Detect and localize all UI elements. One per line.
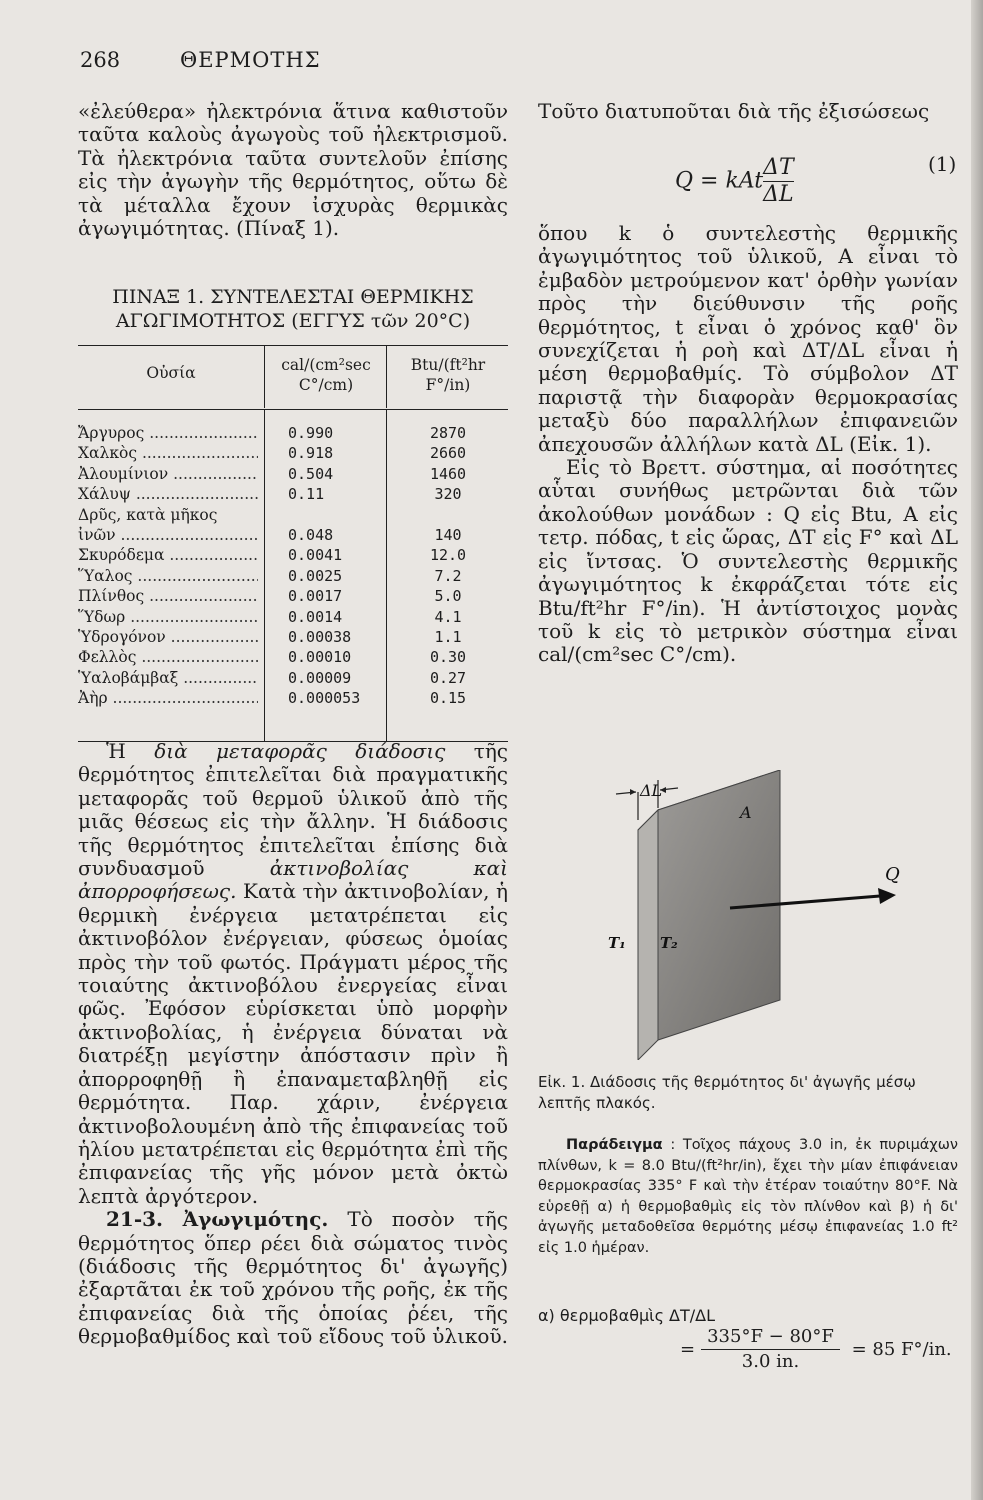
cell-btu: 1.1 [434, 628, 462, 646]
cell-cgs: 0.000053 [288, 689, 361, 708]
table-row [78, 545, 508, 565]
cell-cgs: 0.11 [288, 485, 325, 504]
table-row [78, 525, 508, 545]
table-caption-line2: ΑΓΩΓΙΜΟΤΗΤΟΣ (ΕΓΓΥΣ τῶν 20°C) [115, 310, 471, 332]
cell-substance: Σκυρόδεμα ..... [78, 545, 258, 565]
equation-intro-text: Τοῦτο διατυποῦται διὰ τῆς ἐξισώσεως [538, 99, 930, 123]
label-t2: T₂ [660, 934, 678, 952]
cell-cgs: 0.0017 [288, 587, 343, 606]
cell-btu: 320 [434, 485, 462, 504]
cell-cgs: 0.00009 [288, 668, 352, 687]
cell-cgs: 0.0025 [288, 566, 343, 585]
cell-cgs: 0.00038 [288, 628, 352, 646]
table-row [78, 484, 508, 504]
cell-btu: 1460 [429, 464, 467, 483]
radiation-term-convection: διὰ μεταφορᾶς διάδοσις [154, 739, 446, 763]
equation-1-denominator: ΔL [763, 182, 794, 207]
page-number: 268 [80, 48, 121, 72]
solution-equation: = $\frac{335^\circ F - 80^\circ F}{3.0 in.}$ = 85 F°/in. [680, 1326, 952, 1372]
cell-cgs: 0.048 [288, 526, 334, 544]
radiation-text-b: τῆς θερμότητος ἐπιτελεῖται διὰ πραγματικῆς μεταφορᾶς τοῦ θερμοῦ ὑλικοῦ ἀπὸ τῆς μιᾶς θέσεως εἰς τὴν ἄλλην. Ἡ διάδοσις τῆς θερμότητος ἐπιτελεῖται ἐπίσης διὰ συνδυασμοῦ [78, 739, 509, 881]
cell-substance: Πλίνθος ..... [78, 586, 258, 606]
figure-caption: Εἰκ. 1. Διάδοσις τῆς θερμότητος δι' ἀγωγῆς μέσῳ λεπτῆς πλακός. [538, 1073, 916, 1112]
figure-slab [590, 770, 930, 1060]
radiation-term-radiation: ἀκτινοβολίας καὶ ἀπορροφήσεως. [78, 856, 508, 904]
intro-paragraph [78, 100, 508, 240]
table-row [78, 423, 508, 443]
cell-substance: Ὑδρογόνον ..... [78, 627, 258, 647]
label-area: A [740, 803, 752, 822]
radiation-text-c: Κατὰ τὴν ἀκτινοβολίαν, ἡ θερμικὴ ἐνέργεια μετατρέπεται εἰς ἀκτινοβόλον ἐνέργειαν, φύσεως ὁμοίας πρὸς τὴν τοῦ φωτός. Πράγματι μέρος τῆς τοιαύτης ἀκτινοβόλου ἐνεργείας εἶναι φῶς. Ἐφόσον εὑρίσκεται ὑπὸ μορφὴν ἀκτινοβολίας, ἡ ἐνέργεια δύναται νὰ διατρέξῃ μεγίστην ἀπόστασιν πρὶν ἢ ἀπορροφηθῇ ἢ ἐπαναμεταβληθῇ εἰς θερμότητα. Παρ. χάριν, ἐνέργεια ἀκτινοβολουμένη ἀπὸ τῆς ἐπιφανείας τοῦ ἡλίου μετατρέπεται εἰς θερμότητα ἐπὶ τῆς ἐπιφανείας τῆς γῆς μόνον μετὰ ὀκτὼ λεπτὰ ἀργότερον. [78, 879, 508, 1208]
cell-substance: ἰνῶν ..... [78, 525, 258, 545]
cell-btu: 0.15 [429, 689, 467, 708]
table-row [78, 627, 508, 647]
example-label: Παράδειγμα [566, 1137, 663, 1153]
table-row [78, 443, 508, 463]
header-cgs-line2: C°/cm) [298, 376, 354, 394]
cell-btu: 7.2 [434, 566, 462, 585]
cell-substance: Δρῦς, κατὰ μῆκος [78, 505, 218, 524]
definitions [538, 222, 958, 667]
section-text: Τὸ ποσὸν τῆς θερμότητος ὅπερ ρέει διὰ σώματος τινὸς (διάδοσις τῆς θερμότητος δι' ἀγωγῆς) ἐξαρτᾶται ἐκ τοῦ χρόνου τῆς ροῆς, ἐκ τῆς ἐπιφανείας διὰ τῆς ὁποίας ῥέει, τῆς θερμοβαθμίδος καὶ τοῦ εἴδους τοῦ ὑλικοῦ. [78, 1207, 508, 1349]
cell-btu: 2660 [429, 444, 467, 463]
table-caption-line1: ΠΙΝΑΞ 1. ΣΥΝΤΕΛΕΣΤΑΙ ΘΕΡΜΙΚΗΣ [112, 286, 474, 308]
table-row [78, 607, 508, 627]
radiation-section [78, 740, 508, 1349]
cell-substance: Ἀὴρ ..... [78, 688, 258, 708]
table-row [78, 464, 508, 484]
header-cgs-line1: cal/(cm²sec [281, 356, 371, 374]
radiation-text-a: Ἡ [106, 739, 155, 763]
slab-side-face [638, 810, 658, 1060]
cell-substance: Ὕδωρ ..... [78, 607, 258, 627]
cell-btu: 0.30 [429, 648, 467, 667]
solution-a-label: α) θερμοβαθμὶς ΔT/ΔL [538, 1306, 716, 1325]
equation-1 [675, 155, 794, 208]
table-row [78, 566, 508, 586]
table-row [78, 647, 508, 667]
table-row [78, 668, 508, 688]
intro-text: «ἐλεύθερα» ἠλεκτρόνια ἅτινα καθιστοῦν ταῦτα καλοὺς ἀγωγοὺς τοῦ ἠλεκτρισμοῦ. Τὰ ἠλεκτρόνια ταῦτα συντελοῦν ἐπίσης εἰς τὴν ἀγωγὴν τῆς θερμότητος, οὕτω δὲ τὰ μέταλλα ἔχουν ἰσχυρὰς θερμικὰς ἀγωγιμότητας. (Πίναξ 1). [78, 99, 508, 241]
header-substance: Οὐσία [146, 364, 196, 382]
cell-cgs: 0.0041 [288, 546, 343, 565]
example-text: : Τοῖχος πάχους 3.0 in, ἐκ πυριμάχων πλίνθων, k = 8.0 Btu/(ft²hr/in), ἔχει τὴν μίαν ἐπιφάνειαν θερμοκρασίας 335° F καὶ τὴν ἑτέραν τοιαύτην 80°F. Νὰ εὑρεθῇ α) ἡ θερμοβαθμὶς εἰς τὸν πλίνθον καὶ β) ἡ δι' ἀγωγῆς μεταδοθεῖσα θερμότης μέσῳ ἐπιφανείας 1.0 ft² εἰς 1.0 ἡμέραν. [538, 1137, 958, 1256]
equation-intro [538, 100, 958, 123]
running-title: ΘΕΡΜΟΤΗΣ [180, 48, 321, 72]
section-heading: 21-3. Ἀγωγιμότης. [106, 1207, 329, 1232]
cell-cgs: 0.990 [288, 424, 334, 442]
header-btu [388, 355, 508, 395]
table-caption [78, 285, 508, 333]
slab-diagram [590, 770, 930, 1060]
cell-cgs: 0.00010 [288, 648, 352, 667]
cell-btu: 12.0 [429, 546, 467, 565]
page-edge [971, 0, 983, 1500]
equation-1-fraction [763, 155, 794, 208]
label-delta-l: ΔL [640, 781, 663, 800]
cell-substance: Χαλκὸς ..... [78, 443, 258, 463]
table-row [78, 505, 508, 525]
cell-btu: 4.1 [434, 607, 462, 626]
equation-1-numerator: ΔT [763, 155, 794, 180]
solution-denominator: 3.0 in. [741, 1351, 800, 1372]
cell-cgs: 0.918 [288, 444, 334, 463]
header-btu-line2: F°/in) [425, 376, 471, 394]
cell-substance: Φελλὸς ..... [78, 647, 258, 667]
cell-btu: 2870 [429, 424, 467, 442]
cell-substance: Ὑαλοβάμβαξ ..... [78, 668, 258, 688]
header-btu-line1: Btu/(ft²hr [410, 356, 486, 374]
label-t1: T₁ [608, 934, 626, 952]
equation-1-number: (1) [928, 152, 957, 176]
label-q: Q [885, 864, 900, 885]
example-block [538, 1135, 958, 1258]
cell-substance: Ὕαλος ..... [78, 566, 258, 586]
table-row [78, 586, 508, 606]
radiation-paragraph [78, 740, 508, 1208]
table-row [78, 688, 508, 708]
cell-cgs: 0.504 [288, 464, 334, 483]
cell-substance: Ἄργυρος ..... [78, 423, 258, 443]
header-cgs [266, 355, 386, 395]
cell-btu: 140 [434, 526, 462, 544]
units-text: Εἰς τὸ Βρεττ. σύστημα, αἱ ποσότητες αὗται συνήθως μετρῶνται διὰ τῶν ἀκολούθων μονάδων : Q εἰς Btu, A εἰς τετρ. πόδας, t εἰς ὥρας, ΔT εἰς F° καὶ ΔL εἰς ἴντσας. Ὁ συντελεστὴς θερμικῆς ἀγωγιμότητος k ἐκφράζεται τότε εἰς Btu/ft²hr F°/in). Ἡ ἀντίστοιχος μονὰς τοῦ k εἰς τὸ μετρικὸν σύστημα εἶναι cal/(cm²sec C°/cm). [538, 455, 958, 667]
cell-cgs: 0.0014 [288, 607, 343, 626]
cell-substance: Χάλυψ ..... [78, 484, 258, 504]
solution-numerator: 335°F − 80°F [701, 1325, 840, 1350]
cell-btu: 5.0 [434, 587, 462, 606]
solution-result: = 85 F°/in. [851, 1338, 952, 1360]
solution-fraction [701, 1325, 840, 1374]
cell-btu: 0.27 [429, 668, 467, 687]
equation-1-lhs: Q = kAt [675, 168, 764, 194]
cell-substance: Ἀλουμίνιον ..... [78, 464, 258, 484]
conduction-paragraph [78, 1208, 508, 1348]
definitions-text: ὅπου k ὁ συντελεστὴς θερμικῆς ἀγωγιμότητος τοῦ ὑλικοῦ, A εἶναι τὸ ἐμβαδὸν μετρούμενον κατ' ὀρθὴν γωνίαν πρὸς τὴν διεύθυνσιν τῆς ροῆς θερμότητος, t εἶναι ὁ χρόνος καθ' ὃν συνεχίζεται ἡ ροὴ καὶ ΔT/ΔL εἶναι ἡ μέση θερμοβαθμίς. Τὸ σύμβολον ΔT παριστᾷ τὴν διαφορὰν θερμοκρασίας μεταξὺ δύο παραλλήλων ἐπιφανειῶν ἀπεχουσῶν ἀλλήλων κατὰ ΔL (Εἰκ. 1). [538, 221, 958, 456]
